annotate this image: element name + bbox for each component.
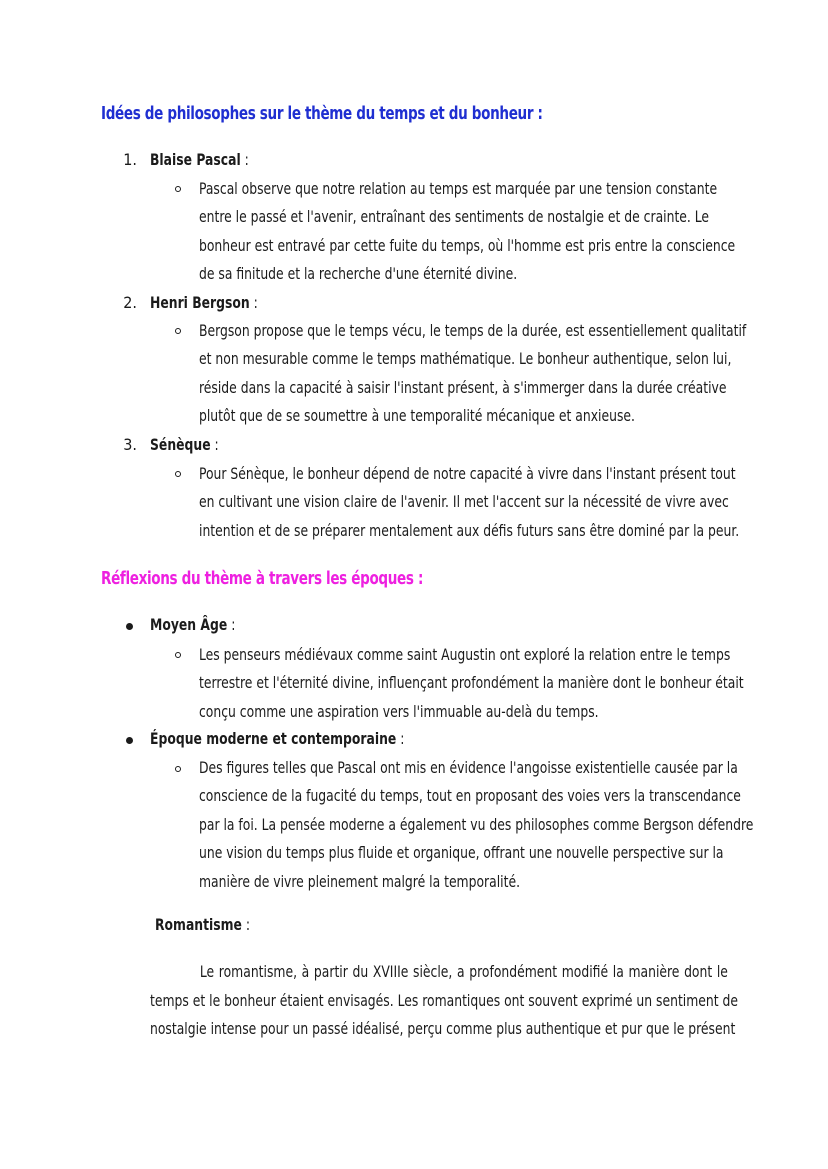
bullet-icon (126, 737, 133, 744)
label-suffix: : (210, 435, 219, 454)
text-line: Des figures telles que Pascal ont mis en évidence l'angoisse existentielle causée par la (199, 758, 738, 777)
paragraph (199, 460, 740, 545)
list-number: 3. (123, 435, 137, 454)
label-suffix: : (240, 150, 249, 169)
epoch-name: Moyen Âge (150, 615, 228, 634)
text-line: plutôt que de se soumettre à une temporalité mécanique et anxieuse. (199, 406, 635, 426)
text-line: bonheur est entravé par cette fuite du temps, où l'homme est pris entre la conscience (199, 235, 736, 255)
list-item-title (150, 293, 258, 312)
section-heading-philosophers: Idées de philosophes sur le thème du temps et du bonheur : (101, 104, 543, 124)
list-number: 1. (123, 150, 137, 169)
subsection-name: Romantisme (155, 915, 242, 934)
epoch-name: Époque moderne et contemporaine (150, 729, 397, 748)
paragraph-romantisme (150, 958, 739, 1044)
text-line: Le romantisme, à partir du XVIIIe siècle, a profondément modifié la manière dont le (199, 962, 728, 981)
text-line: conçu comme une aspiration vers l'immuable au-delà du temps. (199, 701, 599, 721)
text-line: conscience de la fugacité du temps, tout en proposant des voies vers la transcendance (199, 786, 741, 806)
paragraph (199, 175, 736, 289)
section-heading-epochs: Réflexions du thème à travers les époques : (101, 569, 424, 589)
bullet-icon (126, 623, 133, 630)
text-line: de sa finitude et la recherche d'une éternité divine. (199, 264, 518, 284)
text-line: Pascal observe que notre relation au temps est marquée par une tension constante (199, 179, 718, 198)
sub-bullet-icon (175, 652, 181, 658)
text-line: manière de vivre pleinement malgré la temporalité. (199, 871, 521, 891)
text-line: Pour Sénèque, le bonheur dépend de notre capacité à vivre dans l'instant présent tout (199, 464, 736, 483)
subsection-title (155, 915, 250, 934)
text-line: Les penseurs médiévaux comme saint Augustin ont exploré la relation entre le temps (199, 645, 731, 664)
paragraph (199, 754, 754, 896)
sub-bullet-icon (175, 186, 181, 192)
list-number: 2. (123, 293, 137, 312)
list-item-title (150, 435, 219, 454)
paragraph (199, 641, 744, 726)
text-line: réside dans la capacité à saisir l'instant présent, à s'immerger dans la durée créative (199, 377, 727, 397)
label-suffix: : (227, 615, 236, 634)
text-line: terrestre et l'éternité divine, influençant profondément la manière dont le bonheur était (199, 673, 744, 693)
text-line: par la foi. La pensée moderne a également vu des philosophes comme Bergson défendre (199, 814, 754, 834)
sub-bullet-icon (175, 471, 181, 477)
text-line: entre le passé et l'avenir, entraînant des sentiments de nostalgie et de crainte. Le (199, 207, 710, 227)
philosopher-name: Sénèque (150, 435, 211, 454)
list-item-title (150, 150, 249, 169)
text-line: une vision du temps plus fluide et organique, offrant une nouvelle perspective sur la (199, 843, 724, 863)
text-line: en cultivant une vision claire de l'avenir. Il met l'accent sur la nécessité de vivre avec (199, 492, 729, 512)
list-item-title (150, 729, 404, 748)
text-line: nostalgie intense pour un passé idéalisé, perçu comme plus authentique et pur que le présent (150, 1019, 736, 1039)
philosopher-name: Blaise Pascal (150, 150, 241, 169)
paragraph (199, 317, 747, 431)
sub-bullet-icon (175, 328, 181, 334)
text-line: Bergson propose que le temps vécu, le temps de la durée, est essentiellement qualitatif (199, 321, 747, 340)
label-suffix: : (241, 915, 251, 934)
text-line: intention et de se préparer mentalement aux défis futurs sans être dominé par la peur. (199, 520, 740, 540)
label-suffix: : (249, 293, 258, 312)
text-line: temps et le bonheur étaient envisagés. Les romantiques ont souvent exprimé un sentiment de (150, 990, 739, 1010)
list-item-title (150, 615, 235, 634)
text-line: et non mesurable comme le temps mathématique. Le bonheur authentique, selon lui, (199, 349, 732, 369)
label-suffix: : (396, 729, 405, 748)
sub-bullet-icon (175, 766, 181, 772)
philosopher-name: Henri Bergson (150, 293, 250, 312)
